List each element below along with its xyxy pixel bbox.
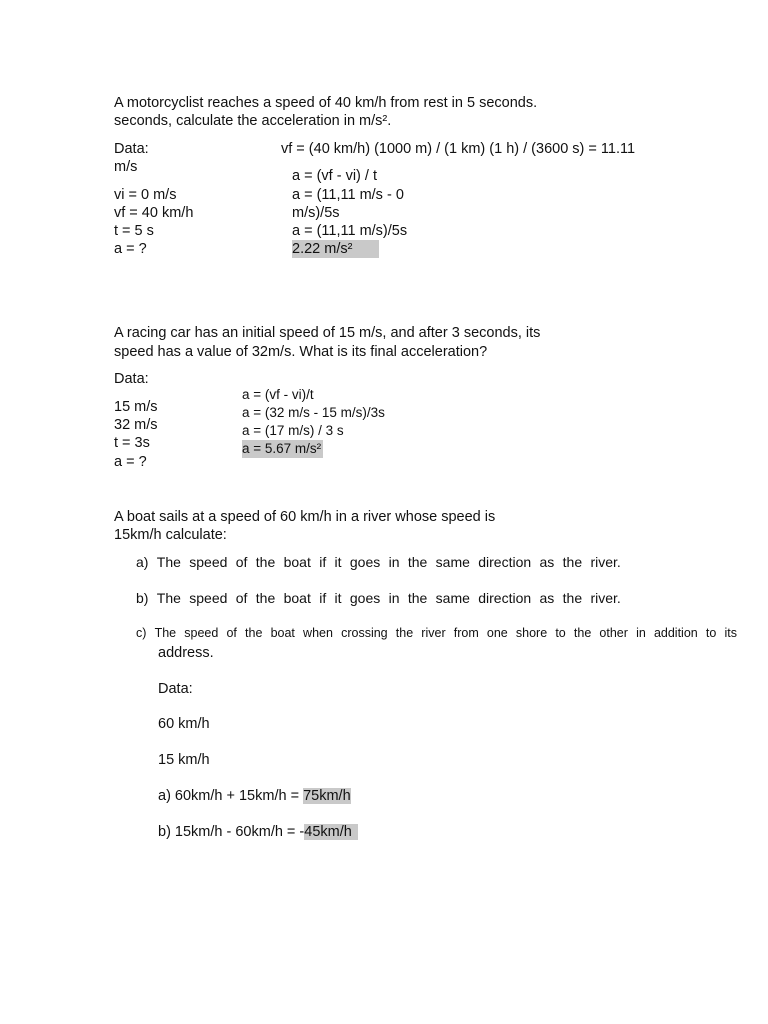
- problem3-answer-b: b) 15km/h - 60km/h = -45km/h: [158, 823, 358, 841]
- word: one: [486, 626, 508, 640]
- problem2-step2: a = (32 m/s - 15 m/s)/3s: [242, 405, 385, 420]
- problem2-given-a: a = ?: [114, 454, 147, 470]
- word: direction: [478, 590, 532, 606]
- word: the: [407, 590, 428, 606]
- word: the: [562, 590, 583, 606]
- word: speed: [189, 590, 228, 606]
- problem2-given-t: t = 3s: [114, 435, 150, 451]
- word: the: [573, 626, 592, 640]
- word: of: [226, 626, 237, 640]
- problem1-given-vi: vi = 0 m/s: [114, 187, 177, 203]
- problem3-item-c: [136, 625, 737, 641]
- problem2-answer: a = 5.67 m/s²: [242, 441, 322, 456]
- problem1-step4: a = (11,11 m/s)/5s: [292, 223, 408, 239]
- problem2-step3: a = (17 m/s) / 3 s: [242, 423, 344, 438]
- word: in: [388, 590, 400, 606]
- word: boat: [283, 554, 311, 570]
- word: it: [334, 590, 342, 606]
- problem1-given-vf: vf = 40 km/h: [114, 205, 194, 221]
- word: the: [255, 590, 276, 606]
- word: The: [154, 626, 177, 640]
- word: crossing: [341, 626, 388, 640]
- word: when: [303, 626, 333, 640]
- problem3-item-c-line2: address.: [158, 645, 214, 661]
- problem2-data-label: Data:: [114, 371, 149, 387]
- word: The: [156, 554, 181, 570]
- word: as: [539, 554, 555, 570]
- problem1-conversion-unit: m/s: [114, 159, 138, 175]
- word: to: [705, 626, 717, 640]
- word: c): [136, 626, 147, 640]
- problem1-step3: m/s)/5s: [292, 205, 340, 221]
- word: to: [555, 626, 566, 640]
- problem2-given-vf: 32 m/s: [114, 417, 158, 433]
- word: same: [435, 590, 470, 606]
- word: river: [421, 626, 446, 640]
- word: from: [453, 626, 479, 640]
- problem3-answer-a: a) 60km/h + 15km/h = 75km/h: [158, 788, 351, 804]
- problem3-given-boat: 60 km/h: [158, 716, 210, 732]
- problem1-line2: seconds, calculate the acceleration in m/s².: [114, 113, 392, 129]
- word: of: [235, 554, 248, 570]
- word: its: [724, 626, 737, 640]
- problem2-step1: a = (vf - vi)/t: [242, 387, 314, 402]
- word: boat: [283, 590, 311, 606]
- problem1-data-label: Data:: [114, 141, 149, 157]
- word: in: [636, 626, 646, 640]
- problem3-item-a: [136, 553, 621, 571]
- problem1-conversion: vf = (40 km/h) (1000 m) / (1 km) (1 h) / (3600 s) = 11.11: [281, 141, 636, 157]
- word: in: [388, 554, 400, 570]
- word: b): [136, 590, 149, 606]
- word: as: [539, 590, 555, 606]
- problem1-step2: a = (11,11 m/s - 0: [292, 187, 404, 203]
- word: speed: [189, 554, 228, 570]
- problem1-given-a: a = ?: [114, 241, 147, 257]
- word: shore: [515, 626, 548, 640]
- word: a): [136, 554, 149, 570]
- problem3-answer-b-value: 45km/h: [304, 824, 358, 840]
- word: it: [334, 554, 342, 570]
- word: other: [599, 626, 628, 640]
- word: if: [319, 590, 327, 606]
- problem3-answer-a-value: 75km/h: [303, 788, 351, 804]
- word: goes: [349, 590, 381, 606]
- problem1-given-t: t = 5 s: [114, 223, 154, 239]
- word: the: [562, 554, 583, 570]
- word: the: [407, 554, 428, 570]
- word: river.: [590, 590, 621, 606]
- problem3-data-label: Data:: [158, 681, 193, 697]
- problem2-given-vi: 15 m/s: [114, 399, 158, 415]
- word: addition: [653, 626, 698, 640]
- word: of: [235, 590, 248, 606]
- problem3-item-b: [136, 589, 621, 607]
- problem2-line2: speed has a value of 32m/s. What is its final acceleration?: [114, 344, 488, 360]
- word: boat: [270, 626, 295, 640]
- problem2-line1: A racing car has an initial speed of 15 m/s, and after 3 seconds, its: [114, 325, 541, 341]
- problem1-line1: A motorcyclist reaches a speed of 40 km/h from rest in 5 seconds.: [114, 95, 538, 111]
- word: if: [319, 554, 327, 570]
- problem3-given-river: 15 km/h: [158, 752, 210, 768]
- word: direction: [478, 554, 532, 570]
- word: the: [395, 626, 414, 640]
- word: goes: [349, 554, 381, 570]
- word: The: [156, 590, 181, 606]
- problem1-step1: a = (vf - vi) / t: [292, 168, 377, 184]
- word: same: [435, 554, 470, 570]
- problem1-answer: 2.22 m/s²: [292, 240, 379, 258]
- word: speed: [184, 626, 219, 640]
- word: river.: [590, 554, 621, 570]
- problem3-line2: 15km/h calculate:: [114, 527, 227, 543]
- word: the: [245, 626, 263, 640]
- problem3-line1: A boat sails at a speed of 60 km/h in a river whose speed is: [114, 509, 496, 525]
- word: the: [255, 554, 276, 570]
